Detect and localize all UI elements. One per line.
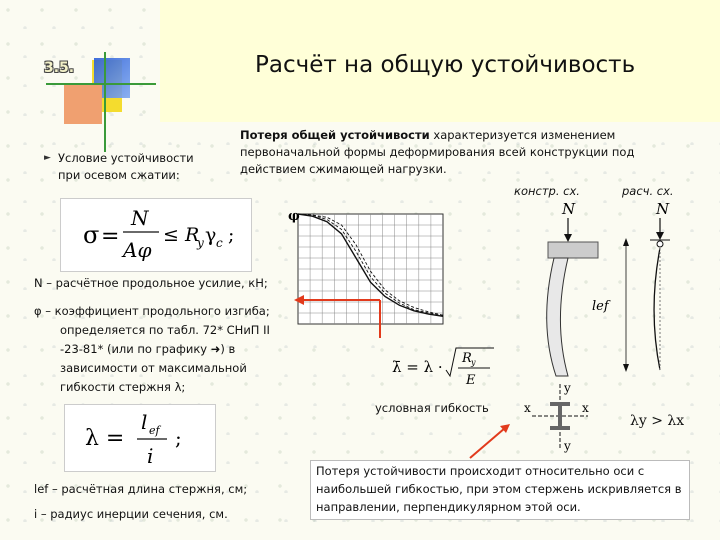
denominator-A-phi: Aφ: [123, 238, 152, 262]
svg-text:ef: ef: [149, 424, 160, 437]
svg-text:=: =: [101, 224, 120, 249]
numerator-N: N: [131, 206, 149, 230]
phi-chart: [290, 208, 450, 333]
slide-title: Расчёт на общую устойчивость: [255, 52, 636, 78]
bullet-arrow-icon: ►: [44, 153, 51, 163]
label-design-scheme: констр. сх.: [514, 184, 580, 198]
svg-text:x: x: [582, 401, 589, 415]
svg-text:i: i: [147, 444, 154, 468]
svg-text:y: y: [564, 381, 571, 395]
slenderness-inequality: λy > λx: [630, 413, 685, 429]
definition-phi: φ – коэффициент продольного изгиба; определяется по табл. 72* СНиП II -23-81* (или по графику ➜) в зависимости от максимальной гибкости стержня λ;: [34, 304, 270, 394]
gamma-symbol: γ: [205, 224, 217, 246]
label-calc-scheme: расч. сх.: [622, 184, 674, 198]
chart-y-label: φ: [288, 209, 300, 224]
sigma-symbol: σ: [83, 221, 100, 249]
svg-text:y: y: [564, 439, 571, 453]
conditional-slenderness-label: условная гибкость: [375, 401, 489, 415]
svg-text:y: y: [471, 358, 476, 367]
stability-loss-text: Потеря общей устойчивости характеризуется изменением первоначальной формы деформирования всей конструкции под действием сжимающей нагрузки.: [240, 128, 635, 176]
svg-text:λ =: λ =: [85, 426, 125, 451]
svg-text:E: E: [466, 373, 476, 388]
arrow-right-icon: ➜: [210, 342, 221, 356]
svg-text:R: R: [462, 351, 472, 366]
note-text: Потеря устойчивости происходит относительно оси с наибольшей гибкостью, при этом стержень искривляется в направлении, перпендикулярном этой оси.: [316, 464, 682, 514]
stability-formula: [60, 198, 252, 272]
svg-text:;: ;: [175, 426, 182, 450]
svg-text:y: y: [197, 236, 204, 250]
conditional-slenderness-formula: [390, 344, 500, 394]
svg-text:;: ;: [228, 224, 235, 246]
svg-text:λ̄ = λ ·: λ̄ = λ ·: [392, 358, 443, 376]
decor-red-square: [64, 84, 102, 124]
definition-N: N – расчётное продольное усилие, кН;: [34, 276, 268, 290]
decor-horizontal-line: [46, 83, 156, 85]
bullet-text: Условие устойчивости при осевом сжатии:: [58, 151, 194, 182]
leq-R: ≤ R: [163, 224, 200, 246]
svg-text:N: N: [656, 200, 670, 218]
definition-i: i – радиус инерции сечения, см.: [34, 507, 228, 521]
svg-text:l: l: [141, 410, 148, 434]
lef-label: lef: [592, 299, 609, 314]
column-schemes: [530, 190, 710, 380]
cross-section: [520, 380, 600, 455]
definition-lef: lef – расчётная длина стержня, см;: [34, 482, 248, 496]
slenderness-formula: [64, 404, 216, 472]
svg-text:N: N: [562, 200, 576, 218]
decor-vertical-line: [104, 52, 106, 152]
arrow-to-section-icon: [500, 424, 510, 433]
section-number: 3.5.: [44, 60, 75, 76]
svg-text:x: x: [524, 401, 531, 415]
svg-text:c: c: [216, 236, 223, 250]
